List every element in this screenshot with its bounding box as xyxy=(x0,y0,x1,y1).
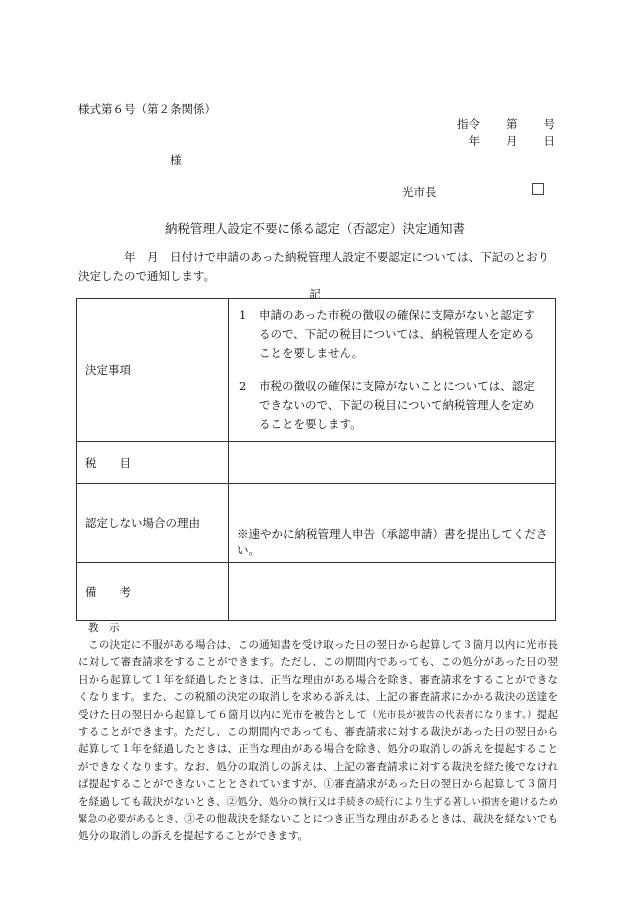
ki-label: 記 xyxy=(309,287,321,301)
decision-item-2: 2 市税の徴収の確保に支障がないことについては、認定できないので、下記の税目について納税管理人を定めることを要します。 xyxy=(239,379,535,431)
table-row xyxy=(77,299,556,442)
month-label: 月 xyxy=(506,134,518,148)
reason-label: 認定しない場合の理由 xyxy=(77,484,229,563)
document-number-line xyxy=(457,116,555,132)
table-row xyxy=(77,442,556,484)
addressee-label: 様 xyxy=(170,153,182,167)
day-label: 日 xyxy=(543,134,555,148)
document-title: 納税管理人設定不要に係る認定（否認定）決定通知書 xyxy=(164,221,465,236)
decision-content xyxy=(229,299,556,442)
table-row xyxy=(77,563,556,621)
reason-note: ※速やかに納税管理人申告（承認申請）書を提出してください。 xyxy=(237,527,548,557)
seal-icon xyxy=(532,183,544,195)
date-line xyxy=(469,133,556,149)
decision-item-1: 1 申請のあった市税の徴収の確保に支障がないと認定するので、下記の税目については、納税管理人を定めることを要しません。 xyxy=(239,308,535,360)
table-row xyxy=(77,484,556,563)
year-label: 年 xyxy=(468,134,480,148)
dai-label: 第 xyxy=(506,117,518,131)
order-label: 指令 xyxy=(457,117,480,131)
decision-table xyxy=(76,298,556,621)
reason-cell xyxy=(229,484,556,563)
remarks-label: 備 考 xyxy=(77,563,229,621)
notice-heading: 教 示 xyxy=(88,622,120,634)
remarks-value xyxy=(229,563,556,621)
mayor-label: 光市長 xyxy=(402,185,437,199)
decision-label: 決定事項 xyxy=(77,299,229,442)
form-number: 様式第６号（第２条関係） xyxy=(78,102,216,116)
tax-label: 税 目 xyxy=(77,442,229,484)
notice-text: この決定に不服がある場合は、この通知書を受け取った日の翌日から起算して３箇月以内に光市長に対して審査請求をすることができます。ただし、この期間内であっても、この処分があった日の翌日から起算して１年を経過したときは、正当な理由がある場合を除き、審査請求をすることができなくなります。また、この税額の決定の取消しを求める訴えは、上記の審査請求にかかる裁決の送達を受けた日の翌日から起算して６箇月以内に光市を被告として（光市長が被告の代表者になります。）提起することができます。ただし、この期間内であっても、審査請求に対する裁決があった日の翌日から起算して１年を経過したときは、正当な理由がある場合を除き、処分の取消しの訴えを提起することができなくなります。なお、処分の取消しの訴えは、上記の審査請求に対する裁決を経た後でなければ提起することができないこととされていますが、①審査請求があった日の翌日から起算して３箇月を経過しても裁決がないとき、②処分、処分の執行又は手続きの続行により生ずる著しい損害を避けるため緊急の必要があるとき、③その他裁決を経ないことにつき正当な理由があるときは、裁決を経ないでも処分の取消しの訴えを提起することができます。 xyxy=(78,639,558,843)
go-label: 号 xyxy=(543,117,555,131)
intro-text: 年 月 日付けで申請のあった納税管理人設定不要認定については、下記のとおり決定したので通知します。 xyxy=(78,250,550,283)
tax-value xyxy=(229,442,556,484)
